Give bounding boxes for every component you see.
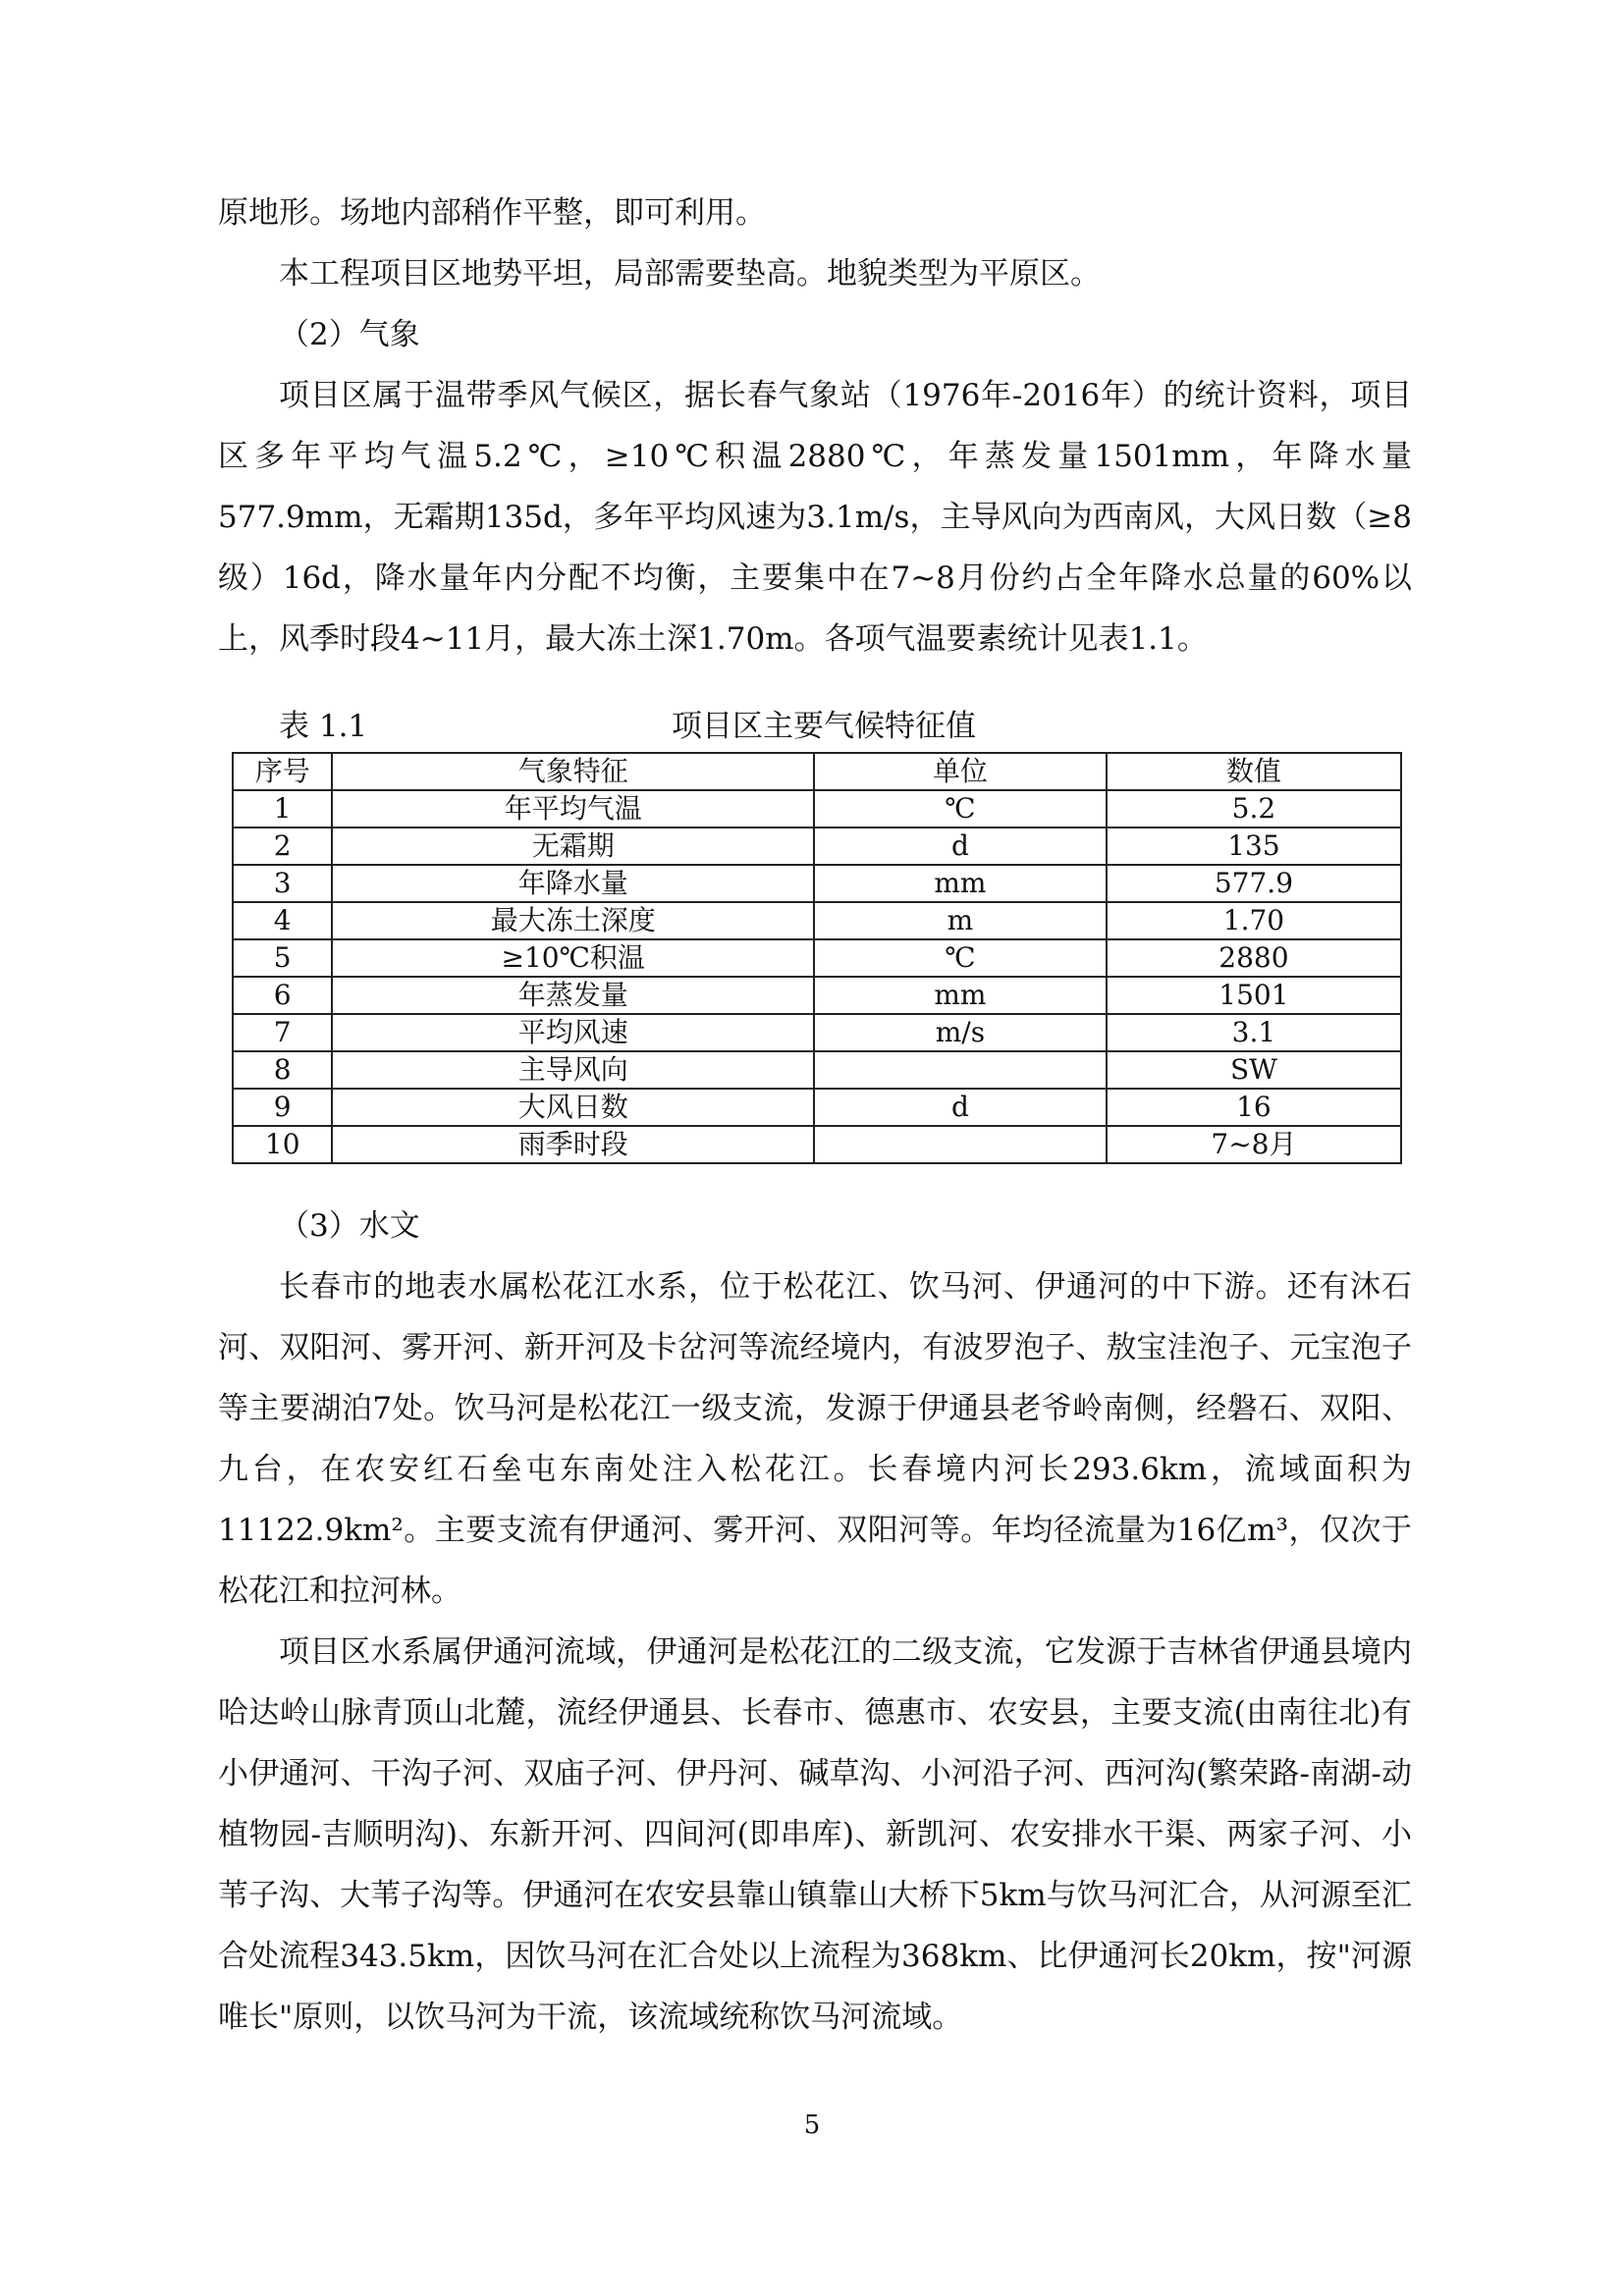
paragraph-continuation: 原地形。场地内部稍作平整，即可利用。 xyxy=(218,195,766,231)
cell-unit xyxy=(814,1051,1107,1089)
table-row xyxy=(233,1089,1401,1126)
cell-index: 9 xyxy=(233,1089,332,1126)
cell-unit: mm xyxy=(814,977,1107,1014)
cell-index: 6 xyxy=(233,977,332,1014)
header-feature: 气象特征 xyxy=(332,753,814,790)
cell-unit xyxy=(814,1126,1107,1163)
table-header-row xyxy=(233,753,1401,790)
cell-unit: d xyxy=(814,1089,1107,1126)
paragraph-surface-water: 长春市的地表水属松花江水系，位于松花江、饮马河、伊通河的中下游。还有沐石河、双阳河、雾开河、新开河及卡岔河等流经境内，有波罗泡子、敖宝洼泡子、元宝泡子等主要湖泊7处。饮马河是松花江一级支流，发源于伊通县老爷岭南侧，经磐石、双阳、九台，在农安红石垒屯东南处注入松花江。长春境内河长293.6km，流域面积为11122.9km²。主要支流有伊通河、雾开河、双阳河等。年均径流量为16亿m³，仅次于松花江和拉河林。 xyxy=(218,1269,1412,1609)
cell-feature: 年蒸发量 xyxy=(332,977,814,1014)
cell-index: 10 xyxy=(233,1126,332,1163)
table-row xyxy=(233,828,1401,865)
cell-index: 7 xyxy=(233,1014,332,1051)
cell-unit: m xyxy=(814,902,1107,939)
header-value: 数值 xyxy=(1107,753,1401,790)
cell-value: 577.9 xyxy=(1107,865,1401,902)
cell-feature: 无霜期 xyxy=(332,828,814,865)
cell-value: 1.70 xyxy=(1107,902,1401,939)
header-unit: 单位 xyxy=(814,753,1107,790)
cell-feature: 年平均气温 xyxy=(332,790,814,828)
paragraph-terrain: 本工程项目区地势平坦，局部需要垫高。地貌类型为平原区。 xyxy=(279,256,1101,292)
cell-feature: ≥10℃积温 xyxy=(332,939,814,977)
body-top xyxy=(218,183,1412,669)
cell-index: 8 xyxy=(233,1051,332,1089)
cell-value: 1501 xyxy=(1107,977,1401,1014)
cell-index: 4 xyxy=(233,902,332,939)
cell-index: 2 xyxy=(233,828,332,865)
header-index: 序号 xyxy=(233,753,332,790)
table-caption-number: 表 1.1 xyxy=(279,709,368,744)
table-row xyxy=(233,1051,1401,1089)
section-heading-hydrology: （3）水文 xyxy=(279,1208,420,1244)
table-row xyxy=(233,977,1401,1014)
cell-feature: 主导风向 xyxy=(332,1051,814,1089)
cell-feature: 年降水量 xyxy=(332,865,814,902)
cell-value: 2880 xyxy=(1107,939,1401,977)
table-row xyxy=(233,1014,1401,1051)
cell-feature: 平均风速 xyxy=(332,1014,814,1051)
page-number: 5 xyxy=(803,2110,821,2140)
body-bottom xyxy=(218,1196,1412,2048)
cell-unit: mm xyxy=(814,865,1107,902)
cell-value: 3.1 xyxy=(1107,1014,1401,1051)
cell-unit: ℃ xyxy=(814,790,1107,828)
cell-feature: 雨季时段 xyxy=(332,1126,814,1163)
cell-index: 1 xyxy=(233,790,332,828)
cell-unit: ℃ xyxy=(814,939,1107,977)
cell-value: 7~8月 xyxy=(1107,1126,1401,1163)
table-row xyxy=(233,790,1401,828)
cell-value: 5.2 xyxy=(1107,790,1401,828)
table-row xyxy=(233,1126,1401,1163)
cell-feature: 最大冻土深度 xyxy=(332,902,814,939)
table-row xyxy=(233,865,1401,902)
table-caption-title: 项目区主要气候特征值 xyxy=(672,709,976,744)
cell-value: 16 xyxy=(1107,1089,1401,1126)
cell-index: 3 xyxy=(233,865,332,902)
section-heading-climate: （2）气象 xyxy=(279,317,420,352)
table-caption xyxy=(279,705,1359,748)
paragraph-climate: 项目区属于温带季风气候区，据长春气象站（1976年-2016年）的统计资料，项目区多年平均气温5.2℃，≥10℃积温2880℃，年蒸发量1501mm，年降水量577.9mm，无霜期135d，多年平均风速为3.1m/s，主导风向为西南风，大风日数（≥8级）16d，降水量年内分配不均衡，主要集中在7~8月份约占全年降水总量的60%以上，风季时段4~11月，最大冻土深1.70m。各项气温要素统计见表1.1。 xyxy=(218,378,1412,657)
paragraph-yitong-river: 项目区水系属伊通河流域，伊通河是松花江的二级支流，它发源于吉林省伊通县境内哈达岭山脉青顶山北麓，流经伊通县、长春市、德惠市、农安县，主要支流(由南往北)有小伊通河、干沟子河、双庙子河、伊丹河、碱草沟、小河沿子河、西河沟(繁荣路-南湖-动植物园-吉顺明沟)、东新开河、四间河(即串库)、新凯河、农安排水干渠、两家子河、小苇子沟、大苇子沟等。伊通河在农安县靠山镇靠山大桥下5km与饮马河汇合，从河源至汇合处流程343.5km，因饮马河在汇合处以上流程为368km、比伊通河长20km，按"河源唯长"原则，以饮马河为干流，该流域统称饮马河流域。 xyxy=(218,1634,1412,2035)
cell-index: 5 xyxy=(233,939,332,977)
cell-unit: m/s xyxy=(814,1014,1107,1051)
table-row xyxy=(233,939,1401,977)
table-row xyxy=(233,902,1401,939)
climate-table xyxy=(232,752,1402,1164)
cell-value: SW xyxy=(1107,1051,1401,1089)
cell-value: 135 xyxy=(1107,828,1401,865)
cell-feature: 大风日数 xyxy=(332,1089,814,1126)
cell-unit: d xyxy=(814,828,1107,865)
